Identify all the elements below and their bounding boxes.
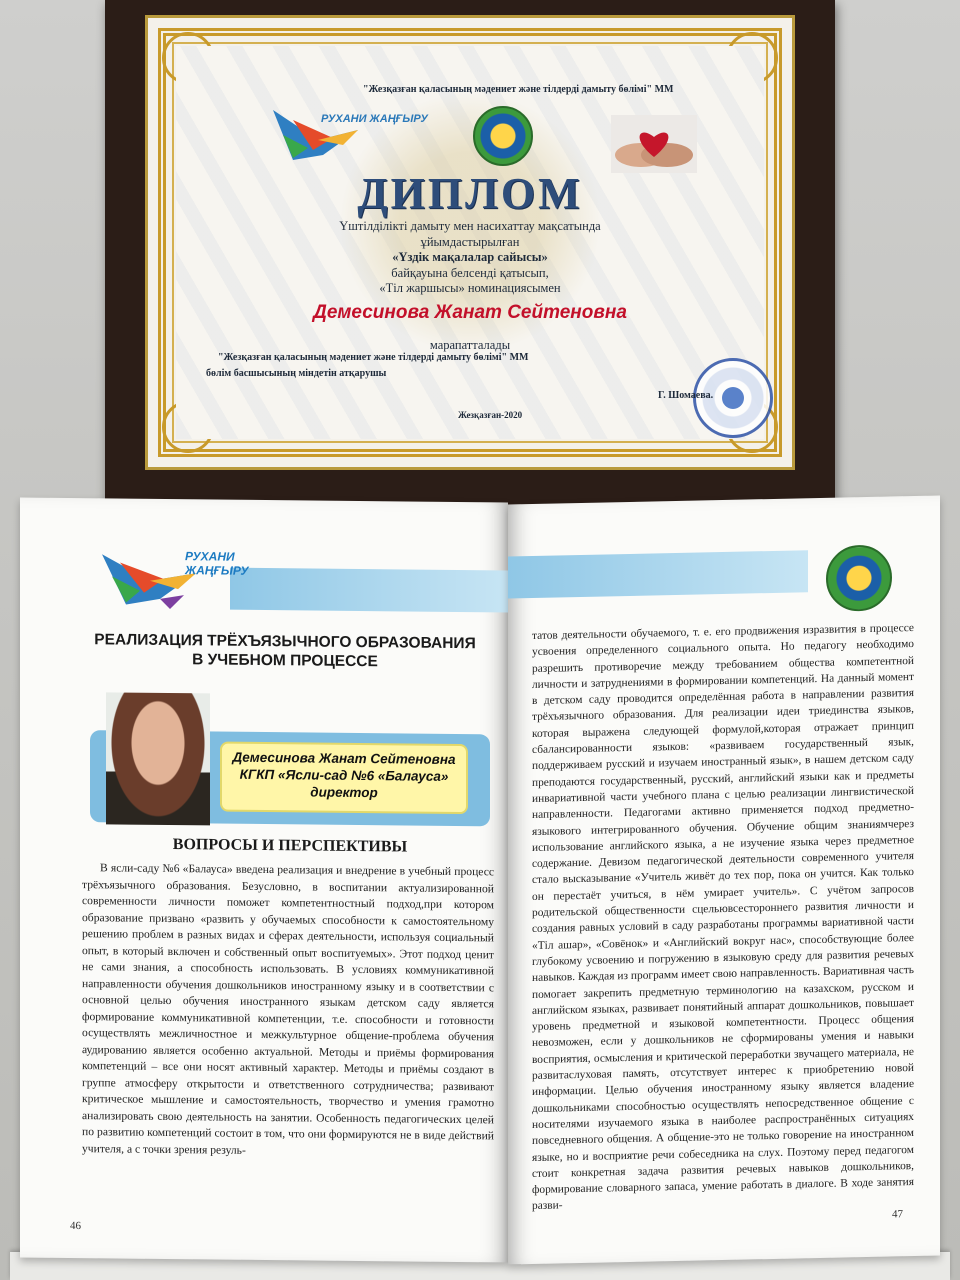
left-page: [20, 497, 508, 1262]
open-book: [20, 500, 940, 1280]
diploma-line: ұйымдастырылған: [420, 235, 520, 249]
article-title: РЕАЛИЗАЦИЯ ТРЁХЪЯЗЫЧНОГО ОБРАЗОВАНИЯ В УЧЕБНОМ ПРОЦЕССЕ: [94, 631, 476, 671]
author-organization: КГКП «Ясли-сад №6 «Балауса»: [239, 766, 449, 784]
diploma-line: Үштілділікті дамыту мен насихаттау мақсатында: [339, 219, 601, 233]
diploma-organization: "Жезқазған қаласының мәдениет және тілдерді дамыту бөлімі" ММ: [363, 84, 674, 95]
rukhani-zhangyru-logo: [263, 100, 428, 170]
diploma-line: «Тіл жаршысы» номинациясымен: [379, 281, 561, 295]
right-page-text: татов деятельности обучаемого, т. е. его продвижения изразвития в процессе усвоения определенного социального опыта. Но педагогу необходимо разрешить противоречие между требованием общества компетентной личности и затруднениями в формировании компетенций. На данный момент в детском саду проводится определённая работа в направлении развития трёхъязычного образования. Для реализации идеи триединства языков, которая выражена следующей формулой,которая отражает принцип сбалансированности языков: «развиваем государственный язык, поддерживаем русский и изучаем иностранный язык», в нашем детском саду преподаются государственный, русский, английский языки как и предметы инвариативной части учебного плана с целью реализации лингвистической направленности. Педагогами активно применяется подход предметно-языкового интегрированного обучения. Обучение общим знаниямчерез использование английского языка, а не изучение языка через предметное содержание. Девизом педагогической деятельности современного учителя стало высказывание «Учитель живёт до тех пор, пока он учится. Как только он перестаёт учиться, в нём умирает учитель». С учётом запросов родительской общественности сцельювсестороннего развития личности и создания равных условий в саду разработаны программы вариативной части «Тіл ашар», «Совёнок» и «Английский вокруг нас», способствующие более глубокому усвоению и погружению в языковую среду для развития речевых навыков. Каждая из программ имеет свою направленность. Вариативная часть помогает закрепить предметную терминологию на казахском, русском и английском языках, развивает понятийный аппарат дошкольников, повышает уровень предметной и языковой компетентности. Процесс общения невозможен, если у дошкольников не сформированы умения и навыки восприятия, осмысления и критической переработки звучащего материала, не развитаслуховая память, отсутствует интерес к приобретению новой информации. Целью обучения иностранному языку является владение дошкольниками способностью осуществлять непосредственное общение с носителями изучаемого языка в наиболее распространённых ситуациях повседневного общения. А общение-это не только говорение на иностранном языке, но и восприятие речи собеседника на слух. Поэтому перед педагогом стоит конкретная задача развития речевых навыков дошкольников, формирование словарного запаса, умение работать в диалоге. В ходе занятия разви-: [532, 622, 914, 1213]
diploma-line: «Үздік мақалалар сайысы»: [392, 250, 548, 264]
diploma-line: байқауына белсенді қатысып,: [391, 266, 549, 280]
place-year: Жезқазған-2020: [458, 410, 523, 420]
signer-position: "Жезқазған қаласының мәдениет және тілдерді дамыту бөлімі" ММ: [218, 352, 529, 363]
header-band: [230, 568, 508, 613]
hands-heart-image: [611, 115, 697, 173]
author-info: [220, 742, 468, 815]
diploma-frame: [105, 0, 835, 505]
logo-text: РУХАНИ ЖАҢҒЫРУ: [321, 113, 428, 125]
header-band: [508, 550, 808, 598]
author-role: директор: [310, 784, 378, 801]
page-number-left: 46: [70, 1219, 81, 1233]
signer-position: бөлім басшысының міндетін атқарушы: [206, 368, 387, 379]
page-number-right: 47: [892, 1208, 903, 1221]
diploma-sheet: [145, 15, 795, 470]
recipient-name: Демесинова Жанат Сейтеновна: [313, 302, 627, 323]
author-name: Демесинова Жанат Сейтеновна: [232, 749, 456, 768]
right-page: [508, 495, 940, 1264]
zhezkazgan-emblem-icon: [826, 544, 892, 611]
author-photo: [106, 692, 210, 825]
section-title: ВОПРОСЫ И ПЕРСПЕКТИВЫ: [172, 836, 408, 856]
signer-name: Г. Шомаева.: [658, 390, 714, 401]
awarded-text: марапатталады: [429, 338, 511, 352]
left-page-text: В ясли-саду №6 «Балауса» введена реализация и внедрение в учебный процесс трёхъязычного образования. Безусловно, в воспитании актуализированной современности личности поможет компетентностный подход,при котором образование призвано «развить у обучаемых способности к самостоятельному решению проблем в разных видах и сферах деятельности, используя социальный опыт, в который включен и собственный опыт воспитуемых». Этот подход ценит не сами знания, а способность использовать. В условиях коммуникативной направленности обучения дошкольников иностранному языку и в соответствии с основной целью обучения иностранного языкам детском саду является формирование коммуникативной компетенции, т.е. способности и готовности осуществлять межличностное и межкультурное общение-проблема обучения аудированию является особенно актуальной. Методы и приёмы формирования компетенций – все они носят активный характер. Методы и приёмы создают в группе атмосферу открытости и ответственного сотрудничества; развивают критическое мышление и самостоятельность, творчество и умения грамотно анализировать свою деятельность на занятии. Особенность педагогических целей по развитию компетенций состоит в том, что они формируются не в виде действий учителя, а с точки зрения резуль-: [82, 861, 494, 1157]
diploma-title: ДИПЛОМ: [357, 169, 583, 218]
logo-text: РУХАНИ ЖАҢҒЫРУ: [185, 549, 249, 578]
zhezkazgan-emblem-icon: [473, 106, 533, 166]
